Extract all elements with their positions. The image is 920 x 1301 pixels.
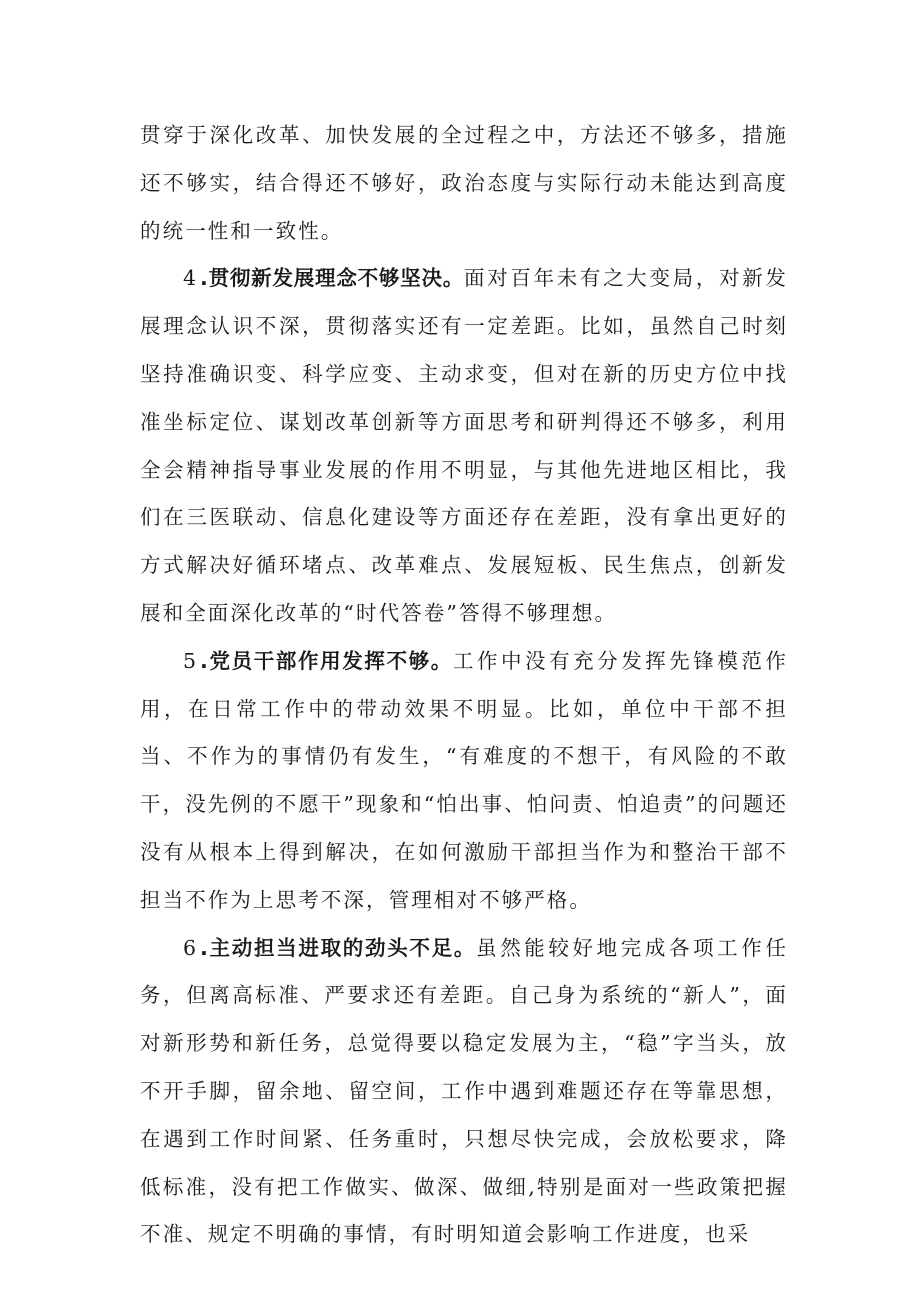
document-body — [140, 112, 788, 1259]
item-number: 4 — [183, 266, 201, 291]
paragraph-text: 面对百年未有之大变局，对新发展理念认识不深，贯彻落实还有一定差距。比如，虽然自己时刻坚持准确识变、科学应变、主动求变，但对在新的历史方位中找准坐标定位、谋划改革创新等方面思考和研判得还不够多，利用全会精神指导事业发展的作用不明显，与其他先进地区相比，我们在三医联动、信息化建设等方面还存在差距，没有拿出更好的方式解决好循环堵点、改革难点、发展短板、民生焦点，创新发展和全面深化改革的“时代答卷”答得不够理想。 — [140, 266, 788, 625]
item-heading: .主动担当进取的劲头不足。 — [200, 935, 477, 960]
item-heading: .贯彻新发展理念不够坚决。 — [200, 266, 465, 291]
paragraph-continuation — [140, 112, 788, 255]
paragraph-text: 虽然能较好地完成各项工作任务，但离高标准、严要求还有差距。自己身为系统的“新人”，面对新形势和新任务，总觉得要以稳定发展为主，“稳”字当头，放不开手脚，留余地、留空间，工作中遇到难题还存在等靠思想，在遇到工作时间紧、任务重时，只想尽快完成，会放松要求，降低标准，没有把工作做实、做深、做细,特别是面对一些政策把握不准、规定不明确的事情，有时明知道会影响工作进度，也采 — [140, 935, 788, 1247]
paragraph-item-6 — [140, 925, 788, 1260]
paragraph-item-5 — [140, 638, 788, 925]
paragraph-item-4 — [140, 255, 788, 637]
item-number: 5 — [183, 648, 201, 673]
paragraph-text: 工作中没有充分发挥先锋模范作用，在日常工作中的带动效果不明显。比如，单位中干部不担当、不作为的事情仍有发生，“有难度的不想干，有风险的不敢干，没先例的不愿干”现象和“怕出事、怕问责、怕追责”的问题还没有从根本上得到解决，在如何激励干部担当作为和整治干部不担当不作为上思考不深，管理相对不够严格。 — [140, 648, 788, 912]
paragraph-text: 贯穿于深化改革、加快发展的全过程之中，方法还不够多，措施还不够实，结合得还不够好，政治态度与实际行动未能达到高度的统一性和一致性。 — [140, 123, 788, 243]
item-number: 6 — [183, 935, 201, 960]
item-heading: .党员干部作用发挥不够。 — [200, 648, 453, 673]
